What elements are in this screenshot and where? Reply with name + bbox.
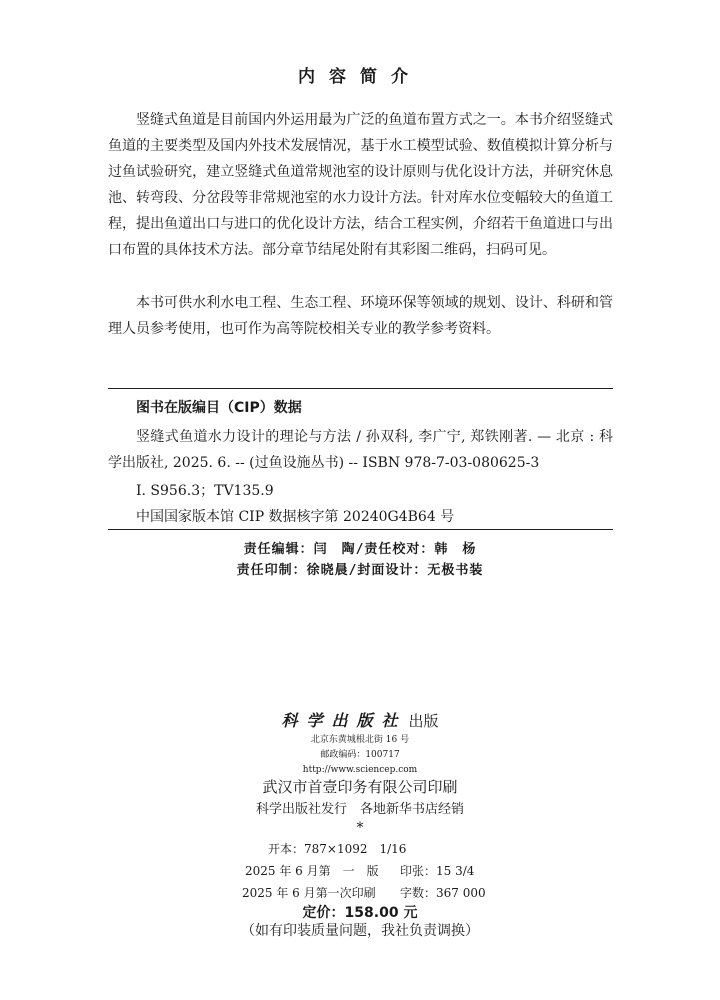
quality-notice: （如有印装质量问题，我社负责调换） bbox=[241, 923, 479, 939]
page-title: 内容简介 bbox=[298, 67, 422, 87]
cip-check-number: 中国国家版本馆 CIP 数据核字第 20240G4B64 号 bbox=[136, 509, 455, 525]
cip-bottom-rule bbox=[108, 529, 613, 530]
price: 定价：158.00 元 bbox=[302, 905, 418, 921]
printing-spec: 2025 年 6 月第一次印刷 bbox=[242, 886, 376, 900]
cip-heading: 图书在版编目（CIP）数据 bbox=[136, 400, 302, 416]
cip-record: 竖缝式鱼道水力设计的理论与方法 / 孙双科, 李广宁, 郑铁刚著. — 北京 : 科学出版社, 2025. 6. -- (过鱼设施丛书) -- ISBN 978-7-03-080625-3 bbox=[108, 429, 613, 471]
edition-spec: 2025 年 6 月第 一 版 bbox=[245, 864, 379, 878]
publisher-website: http://www.sciencep.com bbox=[302, 765, 418, 775]
intro-paragraph-1: 竖缝式鱼道是目前国内外运用最为广泛的鱼道布置方式之一。本书介绍竖缝式鱼道的主要类型及国内外技术发展情况，基于水工模型试验、数值模拟计算分析与过鱼试验研究，建立竖缝式鱼道常规池室的设计原则与优化设计方法，并研究休息池、转弯段、分岔段等非常规池室的水力设计方法。针对库水位变幅较大的鱼道工程，提出鱼道出口与进口的优化设计方法，结合工程实例，介绍若干鱼道进口与出口布置的具体技术方法。部分章节结尾处附有其彩图二维码，扫码可见。 bbox=[108, 112, 613, 258]
production-credits: 责任印制：徐晓晨/封面设计：无极书装 bbox=[236, 563, 484, 578]
publisher-line bbox=[0, 708, 720, 731]
cip-classification: I. S956.3；TV135.9 bbox=[136, 483, 274, 499]
printer-line: 武汉市首壹印务有限公司印刷 bbox=[262, 778, 458, 796]
publisher-suffix: 出版 bbox=[408, 712, 439, 730]
publisher-postcode: 邮政编码：100717 bbox=[320, 750, 400, 760]
publisher-logo: 科学出版社 bbox=[281, 711, 407, 730]
format-spec: 开本：787×1092 1/16 bbox=[268, 842, 407, 856]
sheets-spec: 印张：15 3/4 bbox=[400, 864, 475, 878]
intro-paragraph-2: 本书可供水利水电工程、生态工程、环境环保等领域的规划、设计、科研和管理人员参考使用，也可作为高等院校相关专业的教学参考资料。 bbox=[108, 295, 613, 337]
cip-top-rule bbox=[108, 388, 613, 389]
distribution-line: 科学出版社发行 各地新华书店经销 bbox=[255, 802, 464, 817]
editor-credits: 责任编辑：闫 陶/责任校对：韩 杨 bbox=[243, 542, 477, 557]
publisher-address: 北京东黄城根北街 16 号 bbox=[310, 735, 410, 745]
word-count-spec: 字数：367 000 bbox=[400, 886, 486, 900]
separator-star: * bbox=[356, 820, 364, 836]
